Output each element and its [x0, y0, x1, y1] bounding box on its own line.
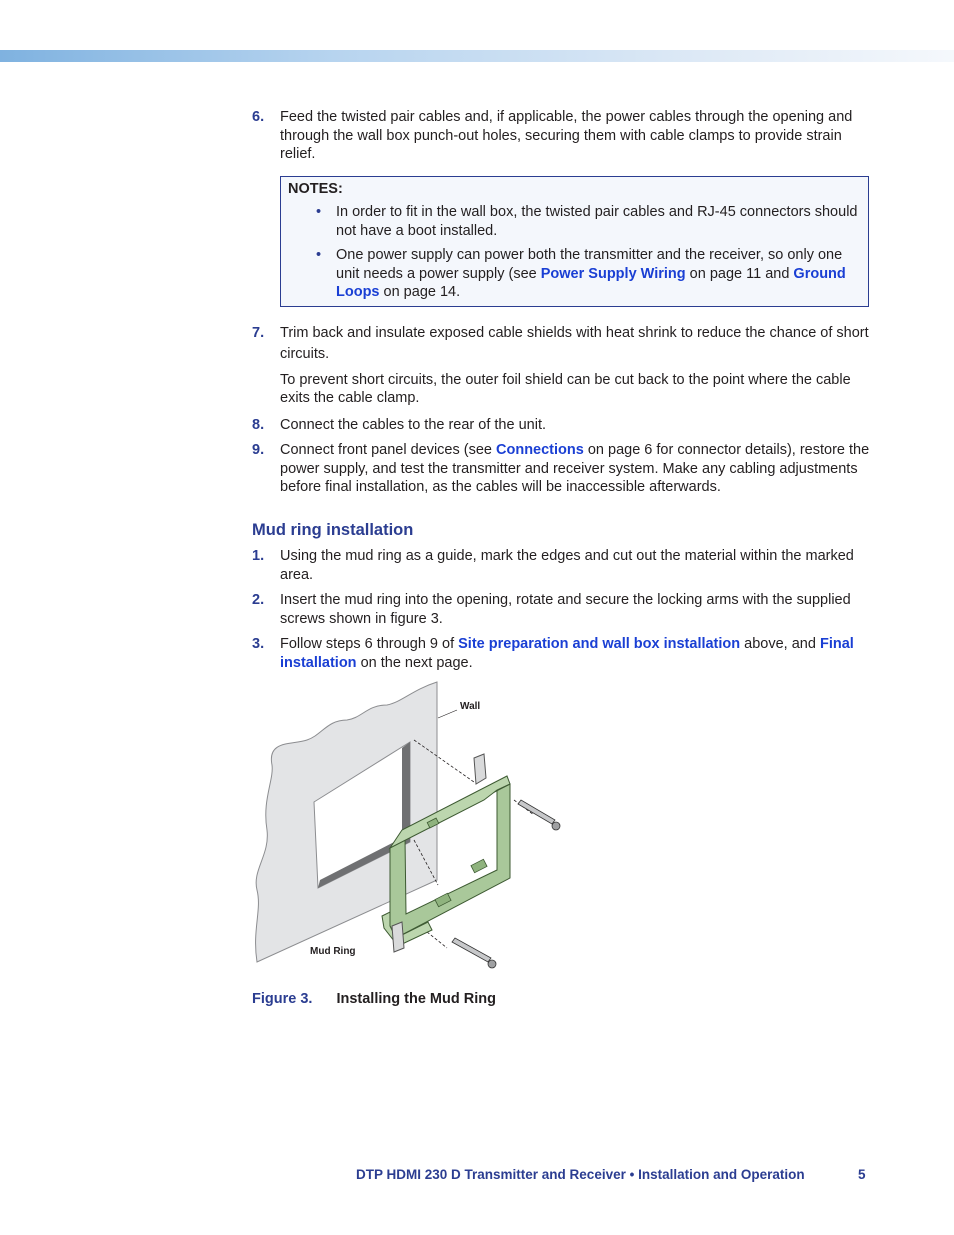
- figure-number: Figure 3.: [252, 991, 313, 1007]
- note-text-pre: One power supply can power both the transmitter and the receiver, so only one unit needs a power supply (see: [336, 247, 843, 282]
- step-text: Connect the cables to the rear of the unit.: [280, 416, 546, 433]
- notes-title: NOTES:: [288, 180, 343, 197]
- step-text-pre: Follow steps 6 through 9 of: [280, 636, 459, 652]
- step-text: Using the mud ring as a guide, mark the edges and cut out the material within the marked area.: [280, 548, 854, 583]
- step-number: 3.: [252, 636, 265, 652]
- section-heading: Mud ring installation: [252, 520, 414, 539]
- bottom-screw-head: [488, 960, 496, 968]
- page-content: [252, 108, 872, 1009]
- mud-step-2: [252, 591, 872, 628]
- bottom-screw: [452, 938, 491, 962]
- mud-ring-label: Mud Ring: [310, 946, 356, 957]
- step-text: Feed the twisted pair cables and, if applicable, the power cables through the opening and through the wall box punch-out holes, securing them with cable clamps to provide strain relief.: [280, 109, 853, 162]
- mud-ring-illustration: [252, 680, 612, 980]
- step-text: Trim back and insulate exposed cable shields with heat shrink to reduce the chance of short circuits.: [280, 324, 869, 362]
- page-number: 5: [858, 1167, 866, 1182]
- bottom-locking-arm: [392, 922, 404, 952]
- step-paragraph: To prevent short circuits, the outer foil shield can be cut back to the point where the cable exits the cable clamp.: [280, 371, 851, 406]
- wall-label-leader: [438, 710, 457, 718]
- mud-step-3: [252, 635, 872, 672]
- note-text-mid: on page 11 and: [685, 265, 794, 282]
- bullet-icon: •: [316, 247, 322, 263]
- step-number: 7.: [252, 324, 265, 341]
- mud-step-1: [252, 547, 872, 584]
- ring-tab: [471, 859, 487, 872]
- step-text: Insert the mud ring into the opening, rotate and secure the locking arms with the supplied screws shown in figure 3.: [280, 592, 851, 627]
- step-number: 1.: [252, 548, 265, 564]
- top-locking-arm: [474, 754, 486, 784]
- step-9: [252, 441, 872, 497]
- note-text: In order to fit in the wall box, the twisted pair cables and RJ-45 connectors should not have a boot installed.: [336, 204, 858, 239]
- wall-label: Wall: [460, 701, 481, 712]
- note-item: [316, 203, 860, 240]
- step-text-pre: Connect front panel devices (see: [280, 442, 497, 458]
- step-6: [252, 108, 872, 164]
- step-text-post: on page 6 for connector details), restore the power supply, and test the transmitter and receiver system. Make any cabling adjustments before final installation, as the cables will be inaccessible afterwards.: [280, 442, 870, 495]
- note-item: [316, 246, 860, 302]
- step-number: 9.: [252, 442, 265, 458]
- header-gradient-bar: [0, 50, 954, 62]
- footer-text: DTP HDMI 230 D Transmitter and Receiver • Installation and Operation: [356, 1167, 805, 1182]
- link-final-installation[interactable]: Final installation: [280, 636, 854, 671]
- notes-box: [280, 176, 869, 307]
- link-connections[interactable]: Connections: [496, 442, 584, 458]
- step-7: [252, 323, 872, 365]
- step-number: 8.: [252, 416, 265, 433]
- step-8: [252, 416, 872, 435]
- step-number: 6.: [252, 109, 265, 125]
- top-screw: [518, 800, 555, 824]
- link-site-preparation[interactable]: Site preparation and wall box installation: [458, 636, 741, 652]
- figure-title: Installing the Mud Ring: [336, 991, 496, 1007]
- step-7-paragraph: [252, 371, 872, 408]
- note-text-post: on page 14.: [379, 284, 461, 300]
- bullet-icon: •: [316, 204, 322, 220]
- figure-caption: [252, 990, 872, 1009]
- link-power-supply-wiring[interactable]: Power Supply Wiring: [540, 265, 686, 282]
- alignment-line: [427, 932, 447, 948]
- mud-ring-figure: [252, 680, 612, 980]
- step-number: 2.: [252, 592, 265, 608]
- step-text-mid: above, and: [740, 636, 820, 652]
- notes-list: [288, 203, 860, 302]
- step-text-post: on the next page.: [356, 654, 473, 671]
- top-screw-head: [552, 822, 560, 830]
- link-ground-loops[interactable]: Ground Loops: [336, 265, 846, 300]
